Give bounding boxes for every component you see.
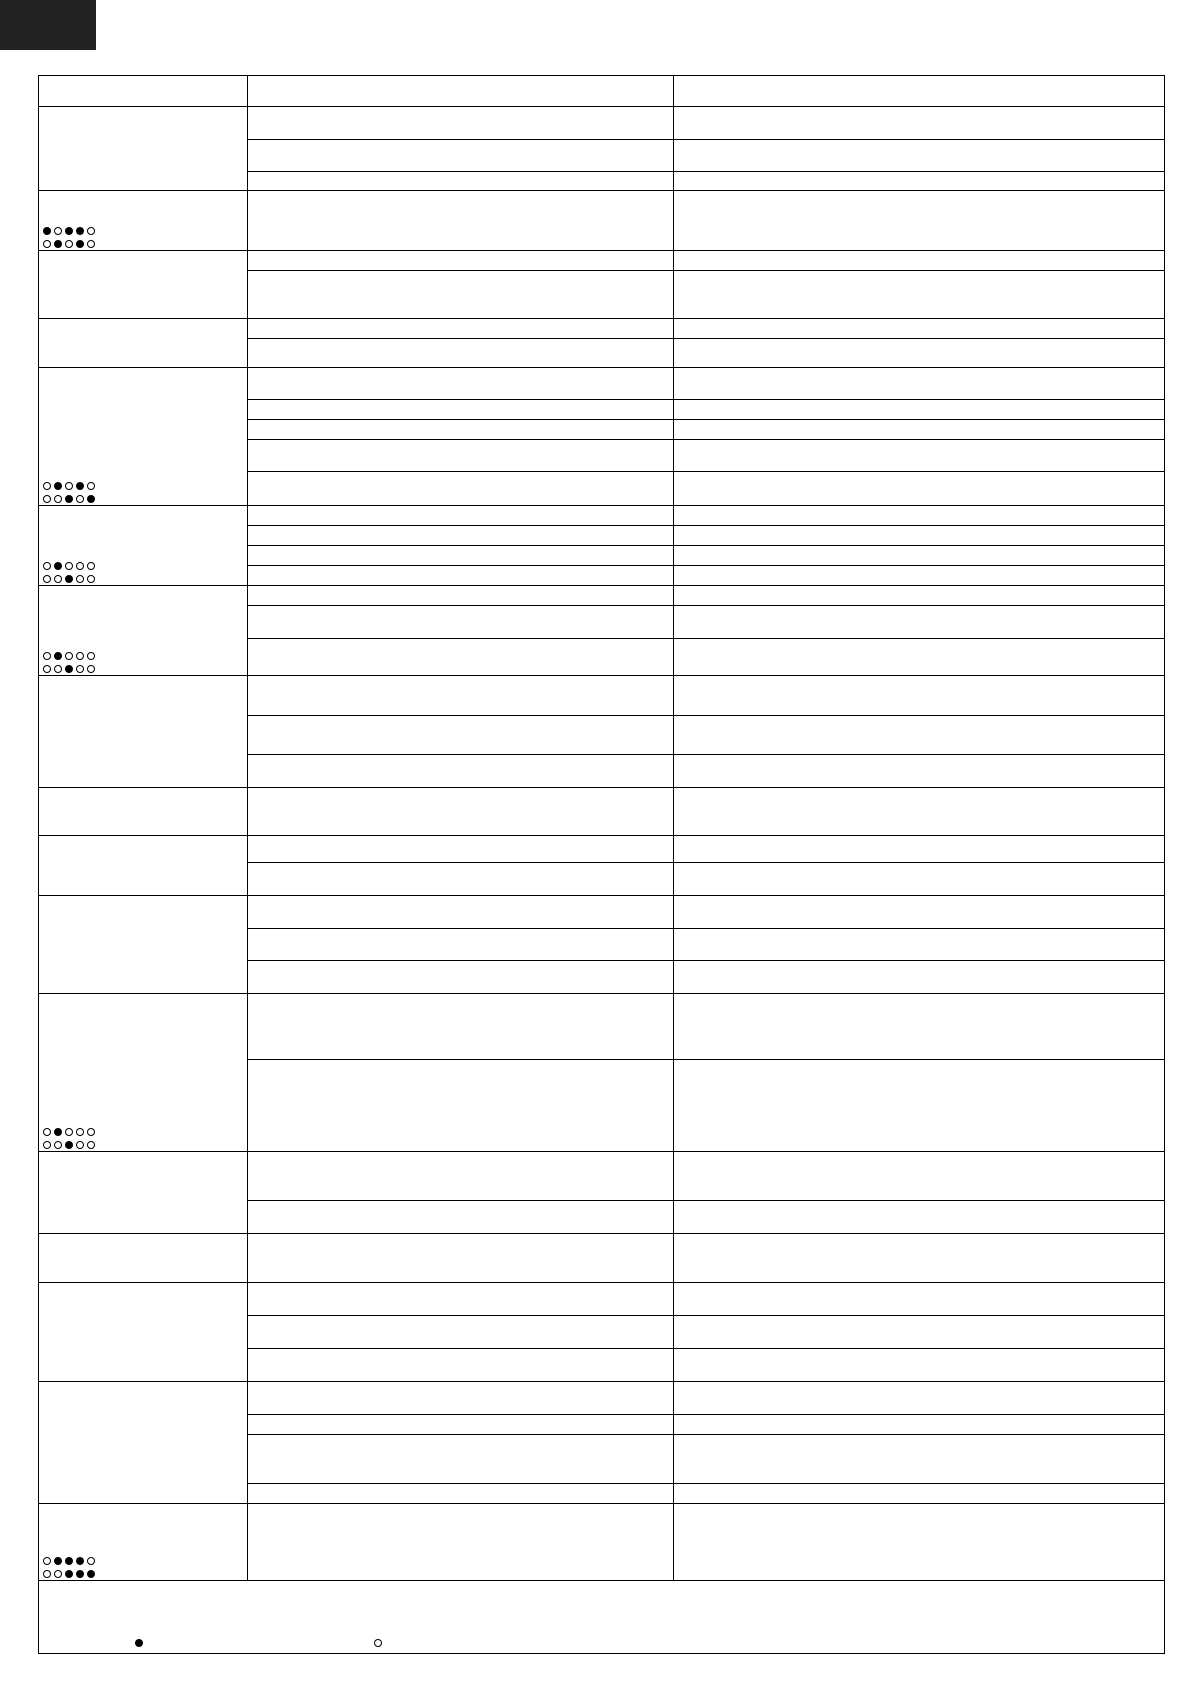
led-on-icon	[65, 227, 73, 235]
remedy-cell	[674, 191, 1165, 251]
led-on-icon	[54, 1128, 62, 1136]
remedy-cell	[674, 271, 1165, 319]
cause-cell	[248, 506, 674, 526]
remedy-cell	[674, 1504, 1165, 1581]
remedy-cell	[674, 1415, 1165, 1435]
cause-cell	[248, 1382, 674, 1415]
remedy-cell	[674, 472, 1165, 506]
led-off-icon	[54, 227, 62, 235]
cause-cell	[248, 896, 674, 929]
remedy-cell	[674, 1201, 1165, 1234]
cause-cell	[248, 755, 674, 788]
led-off-icon	[43, 1128, 51, 1136]
cause-cell	[248, 1060, 674, 1152]
remedy-cell	[674, 716, 1165, 755]
led-off-icon	[87, 482, 95, 490]
led-off-icon	[43, 665, 51, 673]
remedy-cell	[674, 319, 1165, 339]
table-row	[39, 676, 1165, 716]
table-row	[39, 1234, 1165, 1283]
symptom-cell	[39, 994, 248, 1152]
led-off-icon	[43, 495, 51, 503]
remedy-cell	[674, 1349, 1165, 1382]
remedy-cell	[674, 1316, 1165, 1349]
legend-led-off-icon	[374, 1639, 382, 1647]
remedy-cell	[674, 172, 1165, 191]
led-off-icon	[65, 652, 73, 660]
led-off-icon	[43, 482, 51, 490]
cause-cell	[248, 1504, 674, 1581]
remedy-cell	[674, 639, 1165, 676]
remedy-cell	[674, 546, 1165, 566]
led-on-icon	[87, 1570, 95, 1578]
led-legend	[95, 1639, 395, 1649]
led-pattern-row	[43, 482, 247, 491]
symptom-cell	[39, 836, 248, 896]
symptom-cell	[39, 251, 248, 319]
led-off-icon	[76, 1128, 84, 1136]
cause-cell	[248, 368, 674, 400]
led-on-icon	[65, 1557, 73, 1565]
cause-cell	[248, 140, 674, 172]
cause-cell	[248, 400, 674, 420]
symptom-cell	[39, 1283, 248, 1382]
cause-cell	[248, 586, 674, 606]
symptom-cell	[39, 191, 248, 251]
led-pattern-row	[43, 562, 247, 571]
cause-cell	[248, 1484, 674, 1504]
symptom-cell	[39, 107, 248, 191]
cause-cell	[248, 929, 674, 961]
table-row	[39, 319, 1165, 339]
led-pattern-row	[43, 652, 247, 661]
led-on-icon	[54, 652, 62, 660]
cause-cell	[248, 1283, 674, 1316]
symptom-cell	[39, 586, 248, 676]
cause-cell	[248, 319, 674, 339]
table-row	[39, 788, 1165, 836]
led-on-icon	[54, 240, 62, 248]
table-row	[39, 251, 1165, 271]
led-on-icon	[65, 1570, 73, 1578]
remedy-cell	[674, 140, 1165, 172]
troubleshooting-table	[38, 75, 1165, 1654]
led-off-icon	[76, 562, 84, 570]
cause-cell	[248, 716, 674, 755]
cause-cell	[248, 1415, 674, 1435]
cause-cell	[248, 606, 674, 639]
led-off-icon	[87, 227, 95, 235]
remedy-cell	[674, 676, 1165, 716]
cause-cell	[248, 1316, 674, 1349]
remedy-cell	[674, 836, 1165, 863]
cause-cell	[248, 1435, 674, 1484]
table-row	[39, 76, 1165, 107]
led-off-icon	[43, 652, 51, 660]
cause-cell	[248, 526, 674, 546]
cause-cell	[248, 172, 674, 191]
table-row	[39, 994, 1165, 1060]
legend-led-on-icon	[135, 1639, 143, 1647]
led-off-icon	[87, 575, 95, 583]
led-on-icon	[65, 575, 73, 583]
cause-cell	[248, 191, 674, 251]
led-indicator	[39, 652, 247, 675]
table-row	[39, 1504, 1165, 1581]
led-on-icon	[76, 1570, 84, 1578]
table-row	[39, 506, 1165, 526]
table-row	[39, 1152, 1165, 1201]
remedy-cell	[674, 606, 1165, 639]
remedy-cell	[674, 506, 1165, 526]
led-indicator	[39, 227, 247, 250]
led-on-icon	[54, 1557, 62, 1565]
led-off-icon	[54, 1570, 62, 1578]
symptom-cell	[39, 1382, 248, 1504]
remedy-cell	[674, 929, 1165, 961]
cause-cell	[248, 836, 674, 863]
remedy-cell	[674, 1060, 1165, 1152]
led-on-icon	[76, 482, 84, 490]
led-on-icon	[65, 1141, 73, 1149]
cause-cell	[248, 1152, 674, 1201]
led-off-icon	[87, 1557, 95, 1565]
led-on-icon	[76, 240, 84, 248]
cause-cell	[248, 676, 674, 716]
led-off-icon	[65, 1128, 73, 1136]
cause-cell	[248, 1349, 674, 1382]
symptom-cell	[39, 319, 248, 368]
led-pattern-row	[43, 665, 247, 674]
led-off-icon	[76, 575, 84, 583]
led-off-icon	[65, 240, 73, 248]
table-row	[39, 368, 1165, 400]
led-off-icon	[43, 562, 51, 570]
remedy-cell	[674, 251, 1165, 271]
cause-cell	[248, 271, 674, 319]
led-pattern-row	[43, 1128, 247, 1137]
led-off-icon	[54, 495, 62, 503]
cause-cell	[248, 566, 674, 586]
table-row	[39, 586, 1165, 606]
remedy-cell	[674, 420, 1165, 440]
cause-cell	[248, 339, 674, 368]
led-pattern-row	[43, 575, 247, 584]
remedy-cell	[674, 526, 1165, 546]
header-cell-3	[674, 76, 1165, 107]
remedy-cell	[674, 1484, 1165, 1504]
table-row	[39, 1283, 1165, 1316]
cause-cell	[248, 863, 674, 896]
led-off-icon	[87, 1128, 95, 1136]
led-off-icon	[43, 1570, 51, 1578]
led-on-icon	[54, 482, 62, 490]
remedy-cell	[674, 994, 1165, 1060]
led-off-icon	[43, 240, 51, 248]
led-on-icon	[43, 227, 51, 235]
table-row	[39, 107, 1165, 140]
symptom-cell	[39, 506, 248, 586]
remedy-cell	[674, 1152, 1165, 1201]
led-pattern-row	[43, 1557, 247, 1566]
led-off-icon	[76, 1141, 84, 1149]
led-indicator	[39, 1557, 247, 1580]
table-row	[39, 191, 1165, 251]
legend-cell	[39, 1581, 1165, 1654]
remedy-cell	[674, 339, 1165, 368]
remedy-cell	[674, 1435, 1165, 1484]
header-cell-1	[39, 76, 248, 107]
led-pattern-row	[43, 495, 247, 504]
remedy-cell	[674, 566, 1165, 586]
led-off-icon	[43, 1141, 51, 1149]
cause-cell	[248, 1234, 674, 1283]
cause-cell	[248, 994, 674, 1060]
led-on-icon	[54, 562, 62, 570]
led-off-icon	[65, 562, 73, 570]
cause-cell	[248, 107, 674, 140]
led-off-icon	[87, 1141, 95, 1149]
led-off-icon	[43, 575, 51, 583]
symptom-cell	[39, 1504, 248, 1581]
remedy-cell	[674, 755, 1165, 788]
cause-cell	[248, 420, 674, 440]
cause-cell	[248, 251, 674, 271]
symptom-cell	[39, 788, 248, 836]
led-off-icon	[76, 652, 84, 660]
led-pattern-row	[43, 1141, 247, 1150]
led-off-icon	[87, 665, 95, 673]
table-row	[39, 836, 1165, 863]
remedy-cell	[674, 440, 1165, 472]
led-off-icon	[87, 652, 95, 660]
led-pattern-row	[43, 227, 247, 236]
remedy-cell	[674, 1234, 1165, 1283]
remedy-cell	[674, 107, 1165, 140]
led-off-icon	[54, 1141, 62, 1149]
legend-row	[39, 1581, 1165, 1654]
cause-cell	[248, 440, 674, 472]
led-on-icon	[65, 495, 73, 503]
cause-cell	[248, 546, 674, 566]
led-off-icon	[76, 665, 84, 673]
cause-cell	[248, 788, 674, 836]
symptom-cell	[39, 1234, 248, 1283]
led-off-icon	[87, 240, 95, 248]
remedy-cell	[674, 586, 1165, 606]
table-row	[39, 1382, 1165, 1415]
cause-cell	[248, 639, 674, 676]
led-indicator	[39, 1128, 247, 1151]
symptom-cell	[39, 1152, 248, 1234]
led-off-icon	[54, 575, 62, 583]
led-on-icon	[87, 495, 95, 503]
symptom-cell	[39, 896, 248, 994]
led-indicator	[39, 562, 247, 585]
remedy-cell	[674, 1382, 1165, 1415]
led-on-icon	[76, 227, 84, 235]
remedy-cell	[674, 961, 1165, 994]
header-cell-2	[248, 76, 674, 107]
remedy-cell	[674, 368, 1165, 400]
led-on-icon	[65, 665, 73, 673]
table-row	[39, 896, 1165, 929]
led-on-icon	[76, 1557, 84, 1565]
remedy-cell	[674, 896, 1165, 929]
led-indicator	[39, 482, 247, 505]
remedy-cell	[674, 863, 1165, 896]
remedy-cell	[674, 1283, 1165, 1316]
symptom-cell	[39, 676, 248, 788]
remedy-cell	[674, 788, 1165, 836]
led-off-icon	[65, 482, 73, 490]
led-pattern-row	[43, 240, 247, 249]
led-off-icon	[54, 665, 62, 673]
cause-cell	[248, 472, 674, 506]
led-off-icon	[87, 562, 95, 570]
led-pattern-row	[43, 1570, 247, 1579]
led-off-icon	[43, 1557, 51, 1565]
remedy-cell	[674, 400, 1165, 420]
cause-cell	[248, 961, 674, 994]
page-tab-marker	[0, 0, 96, 50]
led-off-icon	[76, 495, 84, 503]
cause-cell	[248, 1201, 674, 1234]
symptom-cell	[39, 368, 248, 506]
